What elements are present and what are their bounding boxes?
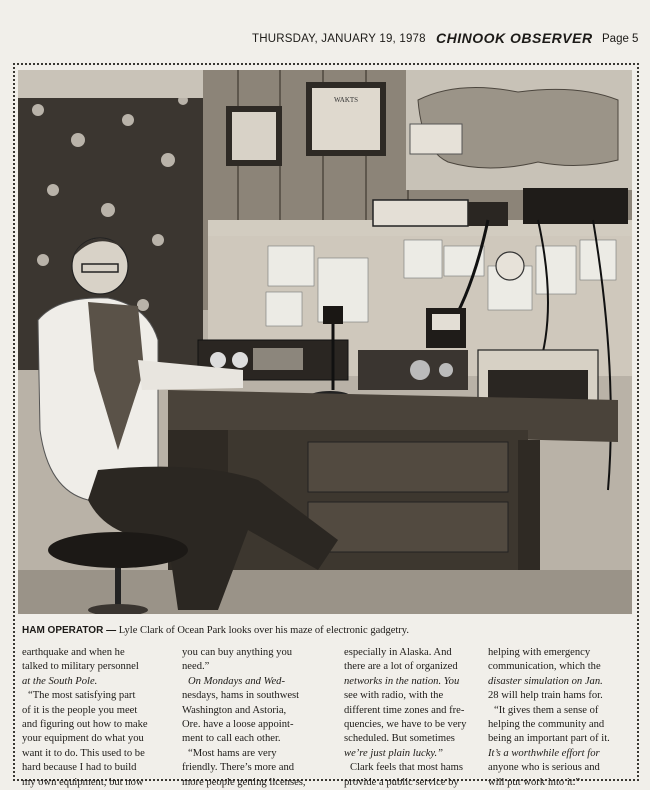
article-line: anyone who is serious and: [488, 762, 600, 774]
article-line: will put work into it.”: [488, 776, 581, 788]
article-line: “The most satisfying part: [28, 690, 136, 702]
article-line: want it to do. This used to be: [22, 747, 145, 759]
article-line: 28 will help train hams for.: [488, 690, 603, 702]
article-column-1: [22, 646, 165, 790]
article-line: helping the community and: [488, 719, 605, 731]
article-line: networks in the nation. You: [344, 675, 460, 687]
article-line: “Most hams are very: [188, 747, 277, 759]
article-line: Ore. have a loose appoint-: [182, 719, 294, 731]
caption-lead: HAM OPERATOR —: [22, 625, 117, 636]
article-line: we’re just plain lucky.”: [344, 747, 444, 759]
article-line: It’s a worthwhile effort for: [488, 747, 600, 759]
page-number: Page 5: [602, 33, 639, 45]
caption-text: Lyle Clark of Ocean Park looks over his maze of electronic gadgetry.: [116, 625, 410, 636]
article-line: helping with emergency: [488, 647, 591, 658]
article-line: On Mondays and Wed-: [188, 675, 285, 687]
article-line: your equipment do what you: [22, 733, 144, 745]
article-line: especially in Alaska. And: [344, 647, 452, 658]
article-column-3: [344, 646, 487, 790]
article-line: and figuring out how to make: [22, 719, 148, 731]
article-line: disaster simulation on Jan.: [488, 675, 603, 687]
article-line: nesdays, hams in southwest: [182, 690, 300, 702]
article-line: ment to call each other.: [182, 733, 281, 745]
article-line: Washington and Astoria,: [182, 704, 287, 716]
article-line: quencies, we have to be very: [344, 719, 467, 731]
ham-operator-photo: [18, 70, 632, 614]
article-line: my own equipment, but now: [22, 776, 144, 788]
article-line: you can buy anything you: [182, 647, 293, 658]
article-line: of it is the people you meet: [22, 704, 138, 716]
article-line: see with radio, with the: [344, 690, 444, 702]
article-column-2: [182, 646, 325, 790]
article-line: Clark feels that most hams: [350, 762, 463, 774]
certificate-title: WAKTS: [333, 96, 359, 104]
article-body: [22, 646, 628, 788]
article-line: “It gives them a sense of: [494, 704, 599, 716]
newspaper-name: CHINOOK OBSERVER: [436, 30, 593, 46]
issue-date: THURSDAY, JANUARY 19, 1978: [252, 33, 426, 45]
article-line: at the South Pole.: [22, 675, 98, 687]
article-line: more people getting licenses,: [182, 776, 306, 788]
article-line: being an important part of it.: [488, 733, 610, 745]
article-line: talked to military personnel: [22, 661, 139, 673]
article-line: scheduled. But sometimes: [344, 733, 455, 745]
article-line: hard because I had to build: [22, 762, 137, 774]
article-column-4: [488, 646, 631, 790]
article-line: friendly. There’s more and: [182, 762, 295, 774]
article-line: provide a public service by: [344, 776, 459, 788]
article-line: need.”: [182, 661, 210, 673]
article-line: communication, which the: [488, 661, 601, 673]
photo-caption: [22, 625, 622, 636]
article-line: different time zones and fre-: [344, 704, 465, 716]
article-line: earthquake and when he: [22, 647, 125, 658]
article-line: there are a lot of organized: [344, 661, 458, 673]
page-header: [0, 30, 650, 50]
